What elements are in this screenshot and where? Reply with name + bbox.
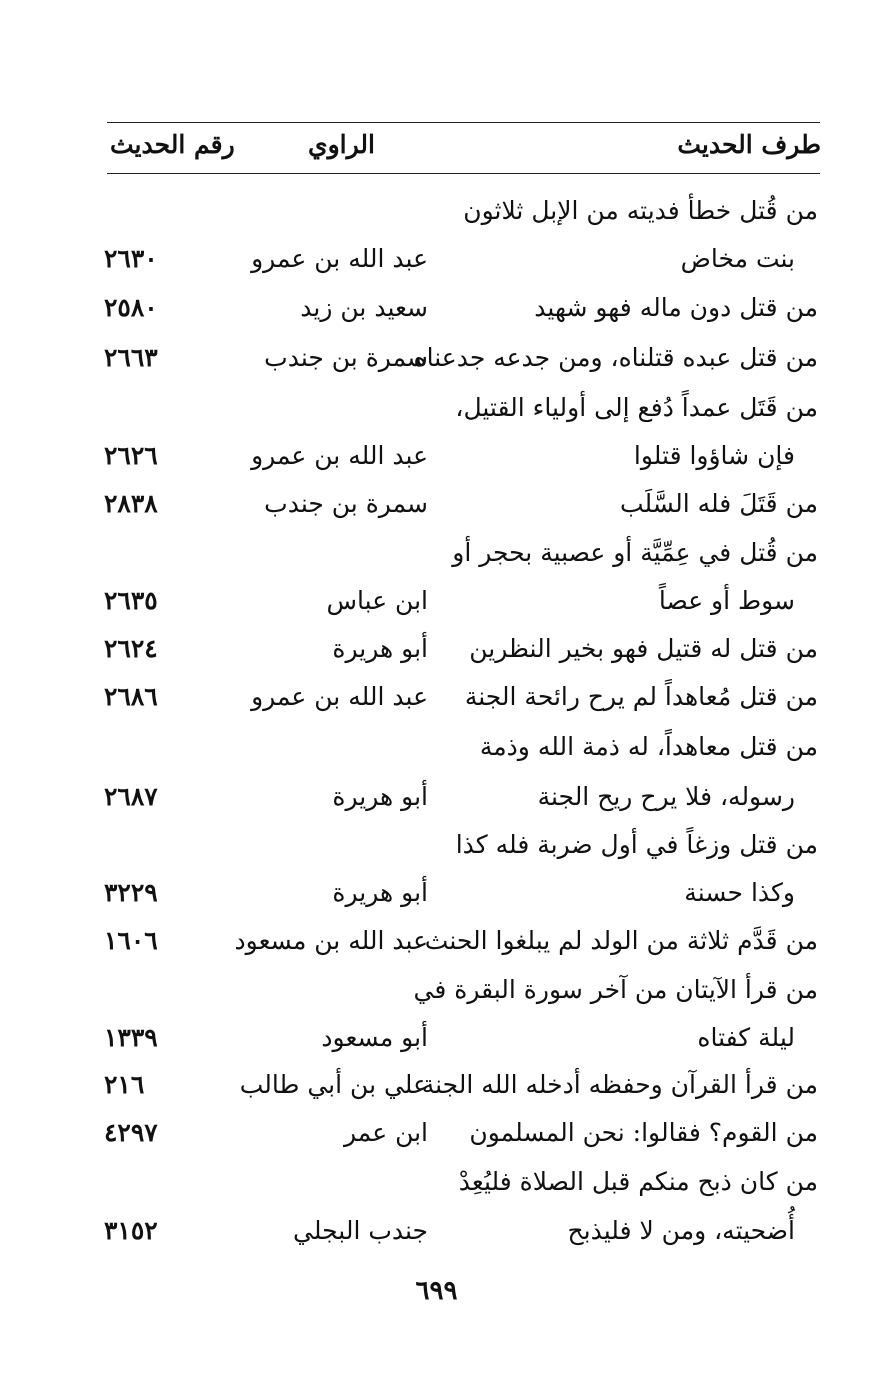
hadith-number: ٢٦٨٦ (104, 682, 158, 711)
hadith-number: ١٣٣٩ (104, 1023, 158, 1052)
hadith-number: ١٦٠٦ (104, 926, 158, 955)
narrator-name: سمرة بن جندب (264, 489, 428, 518)
hadith-text: من القوم؟ فقالوا: نحن المسلمون (469, 1118, 818, 1147)
hadith-text: من قتل وزغاً في أول ضربة فله كذا (455, 830, 818, 859)
index-line (0, 244, 873, 292)
hadith-number: ٢٦٢٤ (104, 634, 158, 663)
hadith-text: من قَتَل عمداً دُفع إلى أولياء القتيل، (455, 393, 818, 422)
hadith-text: ليلة كفتاه (697, 1023, 795, 1052)
hadith-number: ٢٦٣٠ (104, 244, 158, 273)
hadith-number: ٢٦٣٥ (104, 586, 158, 615)
hadith-text: من قَتَلَ فله السَّلَب (619, 489, 818, 518)
index-line (0, 926, 873, 974)
index-line (0, 343, 873, 391)
index-line (0, 634, 873, 682)
narrator-name: عبد الله بن عمرو (251, 441, 428, 470)
hadith-text: رسوله، فلا يرح ريح الجنة (537, 782, 795, 811)
hadith-number: ٤٢٩٧ (104, 1118, 158, 1147)
index-line (0, 393, 873, 441)
column-header-hadith: طرف الحديث (677, 130, 821, 159)
index-line (0, 878, 873, 926)
hadith-number: ٢٦٢٦ (104, 441, 158, 470)
hadith-text: وكذا حسنة (684, 878, 795, 907)
hadith-text: من قتل عبده قتلناه، ومن جدعه جدعناه (413, 343, 818, 372)
hadith-number: ٢٦٨٧ (104, 782, 158, 811)
hadith-text: من قتل دون ماله فهو شهيد (534, 293, 818, 322)
narrator-name: ابن عمر (343, 1118, 428, 1147)
index-line (0, 489, 873, 537)
hadith-text: بنت مخاض (680, 244, 795, 273)
index-line (0, 975, 873, 1023)
hadith-text: من قرأ القرآن وحفظه أدخله الله الجنة (421, 1070, 818, 1099)
narrator-name: جندب البجلي (293, 1216, 428, 1245)
index-line (0, 1167, 873, 1215)
index-line (0, 1216, 873, 1264)
index-line (0, 1023, 873, 1071)
hadith-text: من كان ذبح منكم قبل الصلاة فليُعِدْ (458, 1167, 818, 1196)
hadith-number: ٢١٦ (104, 1070, 145, 1099)
hadith-text: فإن شاؤوا قتلوا (633, 441, 795, 470)
index-line (0, 782, 873, 830)
narrator-name: أبو هريرة (332, 634, 428, 663)
hadith-text: أُضحيته، ومن لا فليذبح (567, 1216, 795, 1245)
index-line (0, 1070, 873, 1118)
index-line (0, 830, 873, 878)
index-line (0, 1118, 873, 1166)
hadith-text: من قَدَّم ثلاثة من الولد لم يبلغوا الحنث (424, 926, 818, 955)
hadith-number: ٢٦٦٣ (104, 343, 158, 372)
narrator-name: أبو هريرة (332, 782, 428, 811)
hadith-text: من قُتل في عِمِّيَّة أو عصبية بحجر أو (452, 538, 818, 567)
page-number: ٦٩٩ (415, 1276, 458, 1306)
column-header-narrator: الراوي (308, 130, 375, 159)
narrator-name: ابن عباس (326, 586, 428, 615)
hadith-number: ٢٥٨٠ (104, 293, 158, 322)
hadith-number: ٢٨٣٨ (104, 489, 158, 518)
narrator-name: سمرة بن جندب (264, 343, 428, 372)
index-line (0, 538, 873, 586)
narrator-name: عبد الله بن مسعود (234, 926, 428, 955)
column-header-number: رقم الحديث (110, 130, 235, 159)
narrator-name: علي بن أبي طالب (239, 1070, 428, 1099)
hadith-text: من قرأ الآيتان من آخر سورة البقرة في (413, 975, 818, 1004)
hadith-text: من قتل له قتيل فهو بخير النظرين (469, 634, 818, 663)
index-line (0, 682, 873, 730)
narrator-name: عبد الله بن عمرو (251, 682, 428, 711)
hadith-text: من قتل معاهداً، له ذمة الله وذمة (479, 732, 818, 761)
index-line (0, 196, 873, 244)
index-line (0, 441, 873, 489)
hadith-number: ٣١٥٢ (104, 1216, 158, 1245)
narrator-name: أبو مسعود (321, 1023, 428, 1052)
hadith-number: ٣٢٢٩ (104, 878, 158, 907)
index-line (0, 293, 873, 341)
index-line (0, 586, 873, 634)
narrator-name: سعيد بن زيد (300, 293, 428, 322)
index-line (0, 732, 873, 780)
narrator-name: أبو هريرة (332, 878, 428, 907)
hadith-text: من قتل مُعاهداً لم يرح رائحة الجنة (464, 682, 818, 711)
hadith-text: من قُتل خطأ فديته من الإبل ثلاثون (463, 196, 818, 225)
hadith-text: سوط أو عصاً (658, 586, 795, 615)
narrator-name: عبد الله بن عمرو (251, 244, 428, 273)
